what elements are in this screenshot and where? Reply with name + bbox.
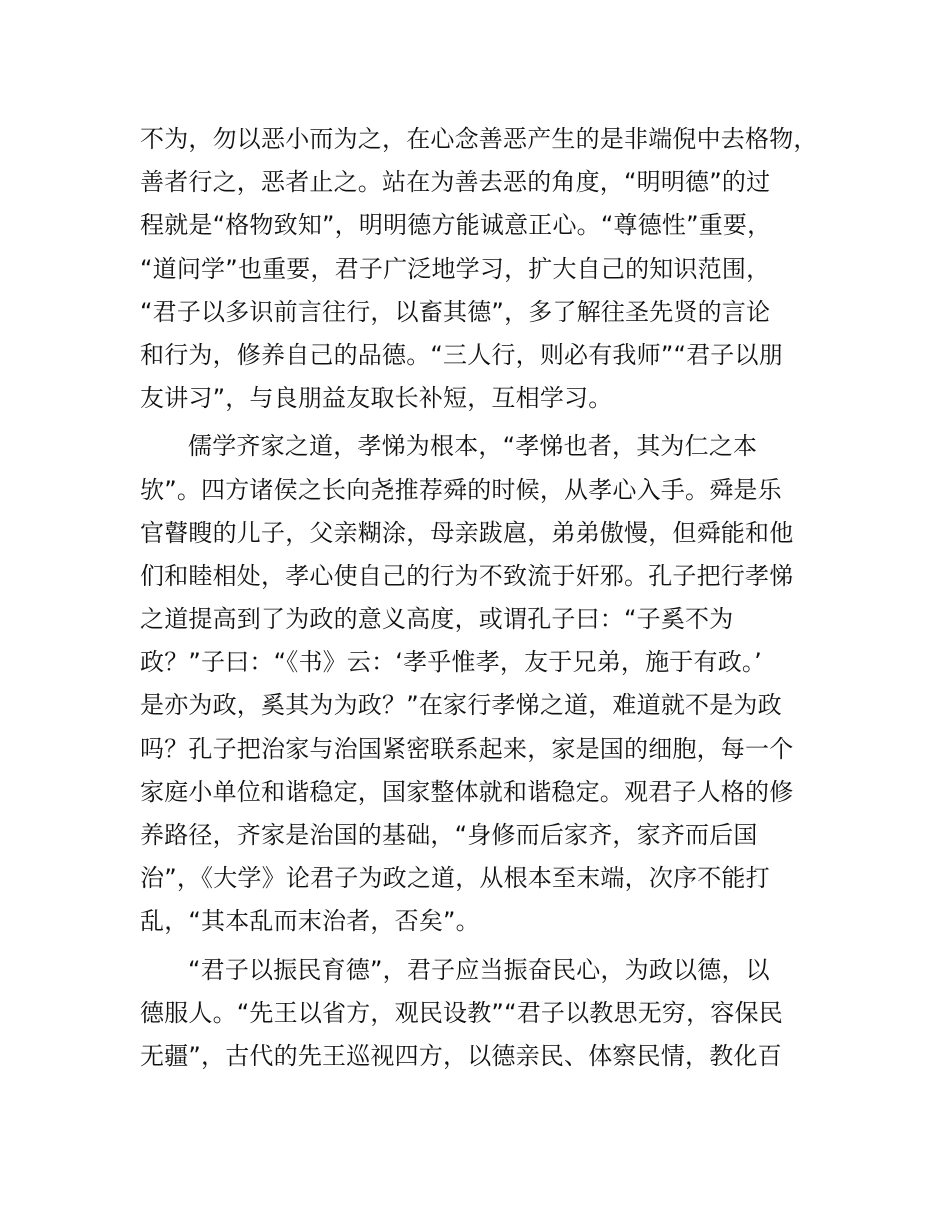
text-line: 程就是“格物致知”，明明德方能诚意正心。“尊德性”重要， xyxy=(140,211,772,240)
text-line: 政？”子曰：“《书》云：‘孝乎惟孝，友于兄弟，施于有政。’ xyxy=(140,648,762,677)
text-line: 友讲习”，与良朋益友取长补短，互相学习。 xyxy=(140,384,613,413)
text-line: 吗？孔子把治家与治国紧密联系起来，家是国的细胞，每一个 xyxy=(140,734,794,763)
text-line: “道问学”也重要，君子广泛地学习，扩大自己的知识范围， xyxy=(140,254,771,283)
text-line: 家庭小单位和谐稳定，国家整体就和谐稳定。观君子人格的修 xyxy=(140,777,794,806)
text-line: 无疆”，古代的先王巡视四方，以德亲民、体察民情，教化百 xyxy=(140,1041,782,1070)
text-line: 之道提高到了为政的意义高度，或谓孔子曰：“子奚不为 xyxy=(140,605,734,634)
text-line: 们和睦相处，孝心使自己的行为不致流于奸邪。孔子把行孝悌 xyxy=(140,561,794,590)
paragraph-2 xyxy=(140,425,840,943)
text-line-indented: 儒学齐家之道，孝悌为根本，“孝悌也者，其为仁之本 xyxy=(188,432,758,461)
text-line: 德服人。“先王以省方，观民设教”“君子以教思无穷，容保民 xyxy=(140,998,783,1027)
text-line: 乱，“其本乱而末治者，否矣”。 xyxy=(140,907,480,936)
paragraph-1 xyxy=(140,118,840,420)
text-line: “君子以多识前言往行，以畜其德”，多了解往圣先贤的言论 xyxy=(140,297,771,326)
text-line: 是亦为政，奚其为为政？”在家行孝悌之道，难道就不是为政 xyxy=(140,691,782,720)
document-page xyxy=(140,118,840,1083)
text-line: 养路径，齐家是治国的基础，“身修而后家齐，家齐而后国 xyxy=(140,821,758,849)
text-line: 治”，《大学》论君子为政之道，从根本至末端，次序不能打 xyxy=(140,864,770,893)
text-line: 善者行之，恶者止之。站在为善去恶的角度，“明明德”的过 xyxy=(140,168,771,197)
text-line: 欤”。四方诸侯之长向尧推荐舜的时候，从孝心入手。舜是乐 xyxy=(140,475,782,504)
text-line: 和行为，修养自己的品德。“三人行，则必有我师”“君子以朋 xyxy=(140,340,783,369)
paragraph-3 xyxy=(140,949,840,1079)
text-line: 不为，勿以恶小而为之，在心念善恶产生的是非端倪中去格物， xyxy=(140,125,818,153)
text-line: 官瞽瞍的儿子，父亲糊涂，母亲跋扈，弟弟傲慢，但舜能和他 xyxy=(140,518,794,547)
text-line-indented: “君子以振民育德”，君子应当振奋民心，为政以德，以 xyxy=(188,955,770,984)
